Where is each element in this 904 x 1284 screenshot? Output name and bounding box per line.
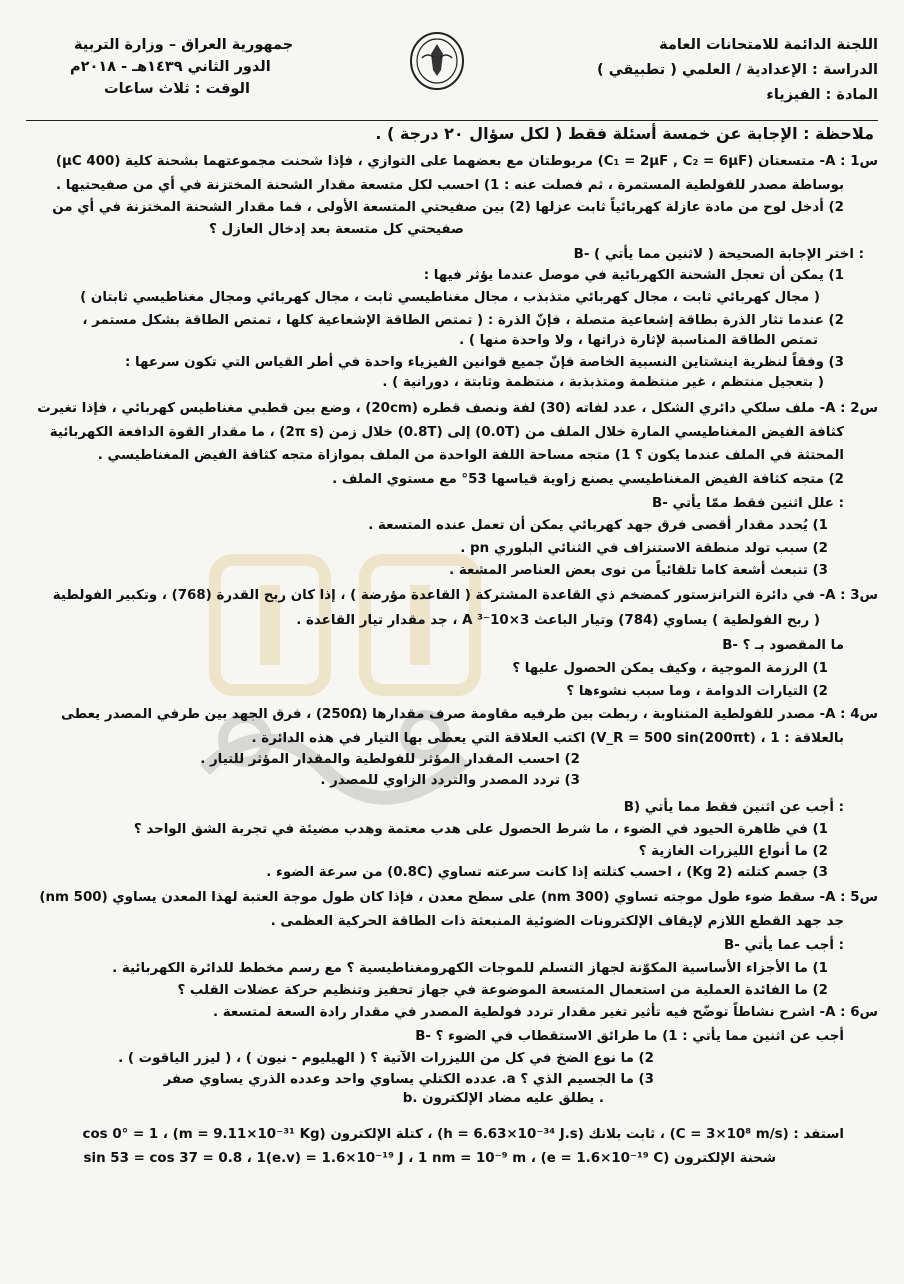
q1-line-1: س1 : A- متسعتان (C₁ = 2μF , C₂ = 6μF) مربوطتان مع بعضهما على التوازي ، فإذا شحنت مجموعتهما بشحنة كلية (400 μC): [55, 154, 878, 169]
q5-line-4: 1) ما الأجزاء الأساسية المكوّنة لجهاز التسلم للموجات الكهرومغناطيسية ؟ مع رسم مخطط للدائرة الكهربائية .: [112, 961, 828, 976]
q6-line-1: س6 : A- اشرح نشاطاً توضّح فيه تأثير تغير مقدار تردد فولطية المصدر في مقدار رادة السعة لمتسعة .: [213, 1005, 878, 1020]
q1-line-5: B- اختر الإجابة الصحيحة ( لاثنين مما يأتي ) :: [573, 247, 864, 262]
q5-line-3: B- أجب عما يأتي :: [724, 938, 844, 953]
q4-line-1: س4 : A- مصدر للفولطية المتناوبة ، ربطت بين طرفيه مقاومة صرف مقدارها (250Ω) ، فرق الجهد بين طرفي المصدر يعطى: [61, 707, 878, 722]
constants-line-2: شحنة الإلكترون (e = 1.6×10⁻¹⁹ C) ، sin 53 = cos 37 = 0.8 ، 1(e.v) = 1.6×10⁻¹⁹ J ، 1 nm = 10⁻⁹ m: [83, 1151, 776, 1166]
q2-line-7: 2) سبب تولد منطقة الاستنزاف في الثنائي البلوري pn .: [460, 541, 828, 556]
exam-note: ملاحظة : الإجابة عن خمسة أسئلة فقط ( لكل سؤال ٢٠ درجة ) .: [375, 124, 874, 143]
q2-line-1: س2 : A- ملف سلكي دائري الشكل ، عدد لفاته (30) لفة ونصف قطره (20cm) ، وضع بين قطبي مغناطيس كهربائي ، فإذا تغيرت: [37, 401, 878, 416]
exam-time: الوقت : ثلاث ساعات: [104, 81, 250, 97]
q3-line-4: 1) الرزمة الموجية ، وكيف يمكن الحصول عليها ؟: [512, 661, 828, 676]
q1-line-11: ( بتعجيل منتظم ، غير منتظمة ومتذبذبة ، منتظمة وثابتة ، دورانية ) .: [382, 375, 824, 390]
ministry-title: جمهورية العراق – وزارة التربية: [74, 37, 294, 53]
q1-line-4: صفيحتي كل متسعة بعد إدخال العازل ؟: [209, 222, 464, 237]
q1-line-2: بوساطة مصدر للفولطية المستمرة ، ثم فصلت عنه : 1) احسب لكل متسعة مقدار الشحنة المختزنة في أي من صفيحتيها .: [56, 178, 844, 193]
q2-line-6: 1) يُحدد مقدار أقصى فرق جهد كهربائي يمكن أن تعمل عنده المتسعة .: [368, 518, 828, 533]
q5-line-5: 2) ما الفائدة العملية من استعمال المتسعة الموضوعة في جهاز تحفيز وتنظيم حركة عضلات القلب ؟: [177, 983, 828, 998]
subject: المادة : الفيزياء: [766, 87, 878, 103]
q5-line-1: س5 : A- سقط ضوء طول موجته تساوي (300 nm) على سطح معدن ، فإذا كان طول موجة العتبة لهذا المعدن يساوي (500 nm): [39, 890, 878, 905]
iraq-emblem-icon: [408, 30, 466, 92]
q4-line-3: 2) احسب المقدار المؤثر للفولطية والمقدار المؤثر للتيار .: [200, 752, 580, 767]
q3-line-2: ( ربح الفولطية ) يساوي (784) وتيار الباعث 3×10⁻³ A ، جد مقدار تيار القاعدة .: [296, 613, 820, 628]
q6-line-4: 3) ما الجسيم الذي ؟ a. عدده الكتلي يساوي واحد وعدده الذري يساوي صفر: [163, 1072, 654, 1087]
q4-line-6: 1) في ظاهرة الحيود في الضوء ، ما شرط الحصول على هدب معتمة وهدب مضيئة في تجربة الشق الواحد ؟: [133, 822, 828, 837]
q3-line-3: B- ما المقصود بـ ؟: [722, 638, 844, 653]
exam-session: الدور الثاني ١٤٣٩هـ - ٢٠١٨م: [70, 59, 271, 75]
q1-line-8: 2) عندما تثار الذرة بطاقة إشعاعية متصلة ، فإنّ الذرة : ( تمتص الطاقة الإشعاعية كلها ، تمتص الطاقة بشكل مستمر ،: [82, 313, 844, 328]
q6-line-5: b. يطلق عليه مضاد الإلكترون .: [402, 1091, 604, 1106]
q1-line-10: 3) وفقاً لنظرية اينشتاين النسبية الخاصة فإنّ جميع قوانين الفيزياء واحدة في أطر القياس التي تكون سرعها :: [124, 355, 844, 370]
committee-title: اللجنة الدائمة للامتحانات العامة: [659, 37, 878, 53]
q2-line-4: 2) متجه كثافة الفيض المغناطيسي يصنع زاوية قياسها 53° مع مستوي الملف .: [332, 472, 844, 487]
q6-line-3: 2) ما نوع الضخ في كل من الليزرات الآتية ؟ ( الهيليوم - نيون ) ، ( ليزر الياقوت ) .: [118, 1051, 654, 1066]
q2-line-5: B- علل اثنين فقط ممّا يأتي :: [652, 496, 844, 511]
constants-line-1: استفد : (C = 3×10⁸ m/s) ، ثابت بلانك (h = 6.63×10⁻³⁴ J.s) ، كتلة الإلكترون (m = 9.11×10⁻³¹ Kg) ، cos 0° = 1: [82, 1127, 844, 1142]
q2-line-2: كثافة الفيض المغناطيسي المارة خلال الملف من (0.0T) إلى (0.8T) خلال زمن (2π s) ، ما مقدار القوة الدافعة الكهربائية: [49, 425, 844, 440]
header-divider: [26, 120, 878, 121]
q1-line-9: تمتص الطاقة المناسبة لإثارة ذراتها ، ولا واحدة منها ) .: [459, 333, 818, 348]
q5-line-2: جد جهد القطع اللازم لإيقاف الإلكترونات الضوئية المنبعثة ذات الطاقة الحركية العظمى .: [270, 914, 844, 929]
q2-line-8: 3) تنبعث أشعة كاما تلقائياً من نوى بعض العناصر المشعة .: [449, 563, 828, 578]
q6-line-2: B- أجب عن اثنين مما يأتي : 1) ما طرائق الاستقطاب في الضوء ؟: [415, 1029, 844, 1044]
q4-line-8: 3) جسم كتلته (2 Kg) ، احسب كتلته إذا كانت سرعته تساوي (0.8C) من سرعة الضوء .: [266, 865, 828, 880]
q2-line-3: المحتثة في الملف عندما يكون ؟ 1) متجه مساحة اللفة الواحدة من الملف بموازاة متجه كثافة الفيض المغناطيسي .: [97, 448, 844, 463]
q4-line-7: 2) ما أنواع الليزرات الغازية ؟: [638, 844, 828, 859]
q3-line-1: س3 : A- في دائرة الترانزستور كمضخم ذي القاعدة المشتركة ( القاعدة مؤرضة ) ، إذا كان ربح القدرة (768) ، وتكبير الفولطية: [52, 588, 878, 603]
q1-line-3: 2) أدخل لوح من مادة عازلة كهربائياً ثابت عزلها (2) بين صفيحتي المتسعة الأولى ، فما مقدار الشحنة المختزنة في أي من: [52, 200, 844, 215]
q1-line-7: ( مجال كهربائي ثابت ، مجال كهربائي متذبذب ، مجال مغناطيسي ثابت ، مجال كهربائي ومجال مغناطيسي ثابتان ): [80, 290, 820, 305]
q4-line-4: 3) تردد المصدر والتردد الزاوي للمصدر .: [320, 773, 580, 788]
q1-line-6: 1) يمكن أن تعجل الشحنة الكهربائية في موصل عندما يؤثر فيها :: [423, 268, 844, 283]
q4-line-5: B) أجب عن اثنين فقط مما يأتي :: [623, 800, 844, 815]
q4-line-2: بالعلاقة : V_R = 500 sin(200πt) ، 1) اكتب العلاقة التي يعطى بها التيار في هذه الدائرة .: [251, 731, 844, 746]
study-branch: الدراسة : الإعدادية / العلمي ( تطبيقي ): [597, 62, 878, 78]
q3-line-5: 2) التيارات الدوامة ، وما سبب نشوءها ؟: [566, 684, 828, 699]
